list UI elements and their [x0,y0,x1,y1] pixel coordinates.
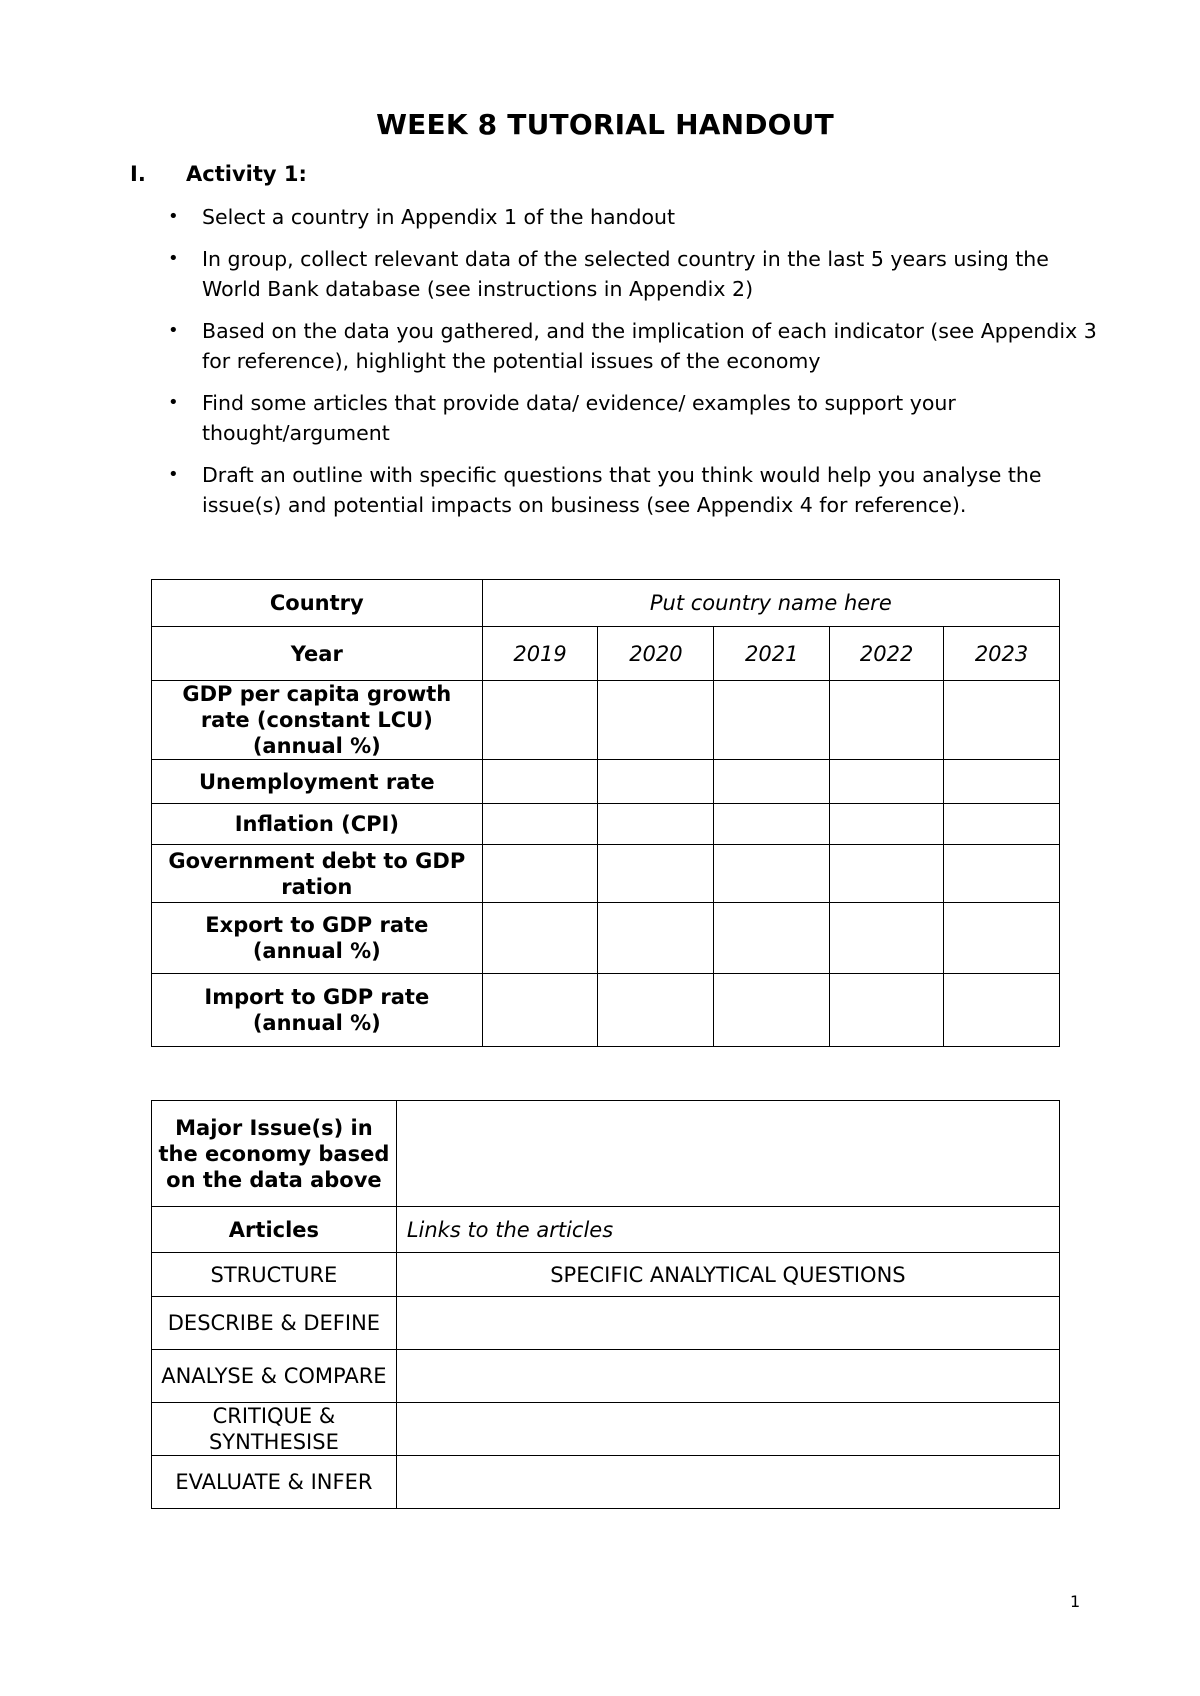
indicator-label: Government debt to GDP ration [152,845,483,903]
indicator-table [151,579,1060,1047]
bullet-icon: • [168,392,179,413]
data-cell[interactable] [830,760,944,804]
page-title: WEEK 8 TUTORIAL HANDOUT [376,108,834,141]
list-item [168,244,1098,304]
data-cell[interactable] [482,804,598,845]
data-cell[interactable] [482,760,598,804]
table-row [152,1350,1060,1403]
table-row [152,804,1060,845]
year-header: 2021 [714,627,830,681]
data-cell[interactable] [944,974,1060,1047]
bullet-icon: • [168,206,179,227]
structure-header: STRUCTURE [152,1253,397,1297]
stage-label: EVALUATE & INFER [152,1456,397,1509]
list-item-text: Based on the data you gathered, and the implication of each indicator (see Appendix 3 for reference), highlight the potential issues of the economy [202,319,1097,373]
data-cell[interactable] [598,974,714,1047]
year-header: 2022 [830,627,944,681]
data-cell[interactable] [598,804,714,845]
data-cell[interactable] [482,903,598,974]
page-number: 1 [1070,1592,1081,1611]
data-cell[interactable] [714,804,830,845]
questions-header: SPECIFIC ANALYTICAL QUESTIONS [396,1253,1059,1297]
table-row [152,1101,1060,1207]
data-cell[interactable] [714,903,830,974]
data-cell[interactable] [830,804,944,845]
bullet-icon: • [168,248,179,269]
major-issues-field[interactable] [396,1101,1059,1207]
table-row [152,974,1060,1047]
data-cell[interactable] [714,760,830,804]
table-row [152,627,1060,681]
list-item-text: Draft an outline with specific questions that you think would help you analyse the issue(s) and potential impacts on business (see Appendix 4 for reference). [202,463,1042,517]
indicator-label: Import to GDP rate (annual %) [152,974,483,1047]
table-row [152,1403,1060,1456]
stage-label: DESCRIBE & DEFINE [152,1297,397,1350]
country-name-field[interactable]: Put country name here [482,580,1059,627]
table-row [152,1297,1060,1350]
data-cell[interactable] [714,681,830,760]
country-label: Country [152,580,483,627]
data-cell[interactable] [598,903,714,974]
year-label: Year [152,627,483,681]
indicator-label: GDP per capita growth rate (constant LCU) (annual %) [152,681,483,760]
indicator-label: Export to GDP rate (annual %) [152,903,483,974]
table-row [152,903,1060,974]
data-cell[interactable] [482,974,598,1047]
articles-label: Articles [152,1207,397,1253]
instruction-list [168,202,1098,532]
stage-label: CRITIQUE & SYNTHESISE [152,1403,397,1456]
data-cell[interactable] [482,681,598,760]
data-cell[interactable] [830,974,944,1047]
table-row [152,845,1060,903]
outline-table [151,1100,1060,1509]
stage-label: ANALYSE & COMPARE [152,1350,397,1403]
list-item [168,316,1098,376]
question-field[interactable] [396,1297,1059,1350]
table-row [152,580,1060,627]
data-cell[interactable] [598,845,714,903]
section-number: I. [130,162,146,186]
data-cell[interactable] [598,760,714,804]
question-field[interactable] [396,1456,1059,1509]
table-row [152,1456,1060,1509]
table-row [152,681,1060,760]
data-cell[interactable] [944,903,1060,974]
list-item-text: Select a country in Appendix 1 of the handout [202,205,676,229]
data-cell[interactable] [830,903,944,974]
data-cell[interactable] [944,804,1060,845]
year-header: 2020 [598,627,714,681]
question-field[interactable] [396,1350,1059,1403]
data-cell[interactable] [830,681,944,760]
year-header: 2023 [944,627,1060,681]
indicator-label: Unemployment rate [152,760,483,804]
section-heading [130,162,307,186]
list-item [168,202,1098,232]
list-item-text: Find some articles that provide data/ evidence/ examples to support your thought/argument [202,391,956,445]
table-row [152,1207,1060,1253]
question-field[interactable] [396,1403,1059,1456]
data-cell[interactable] [830,845,944,903]
table-row [152,760,1060,804]
list-item [168,388,1098,448]
bullet-icon: • [168,464,179,485]
indicator-label: Inflation (CPI) [152,804,483,845]
data-cell[interactable] [714,974,830,1047]
list-item-text: In group, collect relevant data of the selected country in the last 5 years using the World Bank database (see instructions in Appendix 2) [202,247,1049,301]
articles-field[interactable]: Links to the articles [396,1207,1059,1253]
data-cell[interactable] [944,845,1060,903]
data-cell[interactable] [714,845,830,903]
data-cell[interactable] [598,681,714,760]
major-issues-label: Major Issue(s) in the economy based on the data above [152,1101,397,1207]
table-row [152,1253,1060,1297]
list-item [168,460,1098,520]
data-cell[interactable] [944,760,1060,804]
data-cell[interactable] [944,681,1060,760]
bullet-icon: • [168,320,179,341]
year-header: 2019 [482,627,598,681]
section-title: Activity 1: [186,162,307,186]
data-cell[interactable] [482,845,598,903]
